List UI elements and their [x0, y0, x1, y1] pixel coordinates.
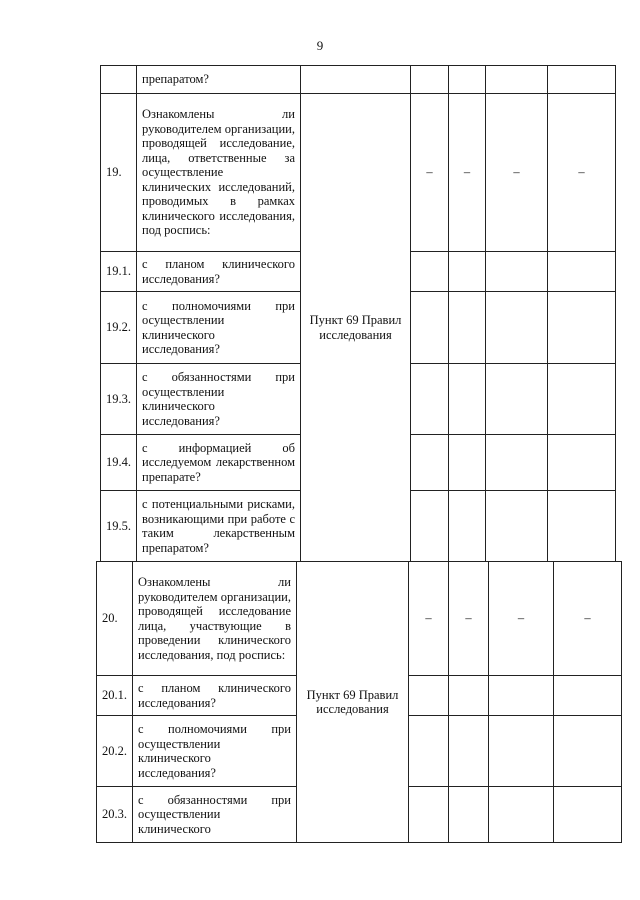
item-number: 19.5. [101, 491, 137, 562]
answer-not-applicable [486, 364, 548, 435]
question-cell: препаратом? [137, 66, 301, 94]
answer-note [548, 252, 616, 292]
answer-no [449, 787, 489, 843]
answer-note: – [554, 562, 622, 676]
item-number: 19. [101, 94, 137, 252]
answer-note [548, 435, 616, 491]
question-text: с потенциальными рисками, возникающими при работе с таким лекарственным препаратом? [137, 491, 301, 562]
table-row [97, 562, 622, 676]
answer-no: – [449, 94, 486, 252]
page-number: 9 [316, 38, 324, 53]
legal-reference: Пункт 69 Правил исследования [297, 562, 409, 843]
answer-no [449, 491, 486, 562]
question-text: Ознакомлены ли руководителем организации, проводящей исследование, лица, ответственные за осуществление клинических исследований, проводимых в рамках клинического исследования, под роспись: [137, 94, 301, 252]
answer-not-applicable [489, 716, 554, 787]
answer-yes [409, 716, 449, 787]
item-number: 20.2. [97, 716, 133, 787]
answer-yes [411, 491, 449, 562]
answer-not-applicable: – [486, 94, 548, 252]
table-row [101, 94, 616, 252]
answer-no [449, 716, 489, 787]
question-text: с информацией об исследуемом лекарственном препарате? [137, 435, 301, 491]
answer-yes [409, 676, 449, 716]
answer-not-applicable: – [489, 562, 554, 676]
answer-cell [449, 66, 486, 94]
item-number: 20. [97, 562, 133, 676]
answer-yes: – [411, 94, 449, 252]
answer-note [554, 716, 622, 787]
answer-note [554, 676, 622, 716]
question-text: Ознакомлены ли руководителем организации, проводящей исследование лица, участвующие в проведении клинического исследования, под роспись: [133, 562, 297, 676]
item-number: 19.2. [101, 292, 137, 364]
item-number-cell [101, 66, 137, 94]
answer-note [548, 364, 616, 435]
answer-no [449, 676, 489, 716]
question-text: с обязанностями при осуществлении клинического [133, 787, 297, 843]
question-text: с полномочиями при осуществлении клинического исследования? [137, 292, 301, 364]
answer-not-applicable [486, 491, 548, 562]
answer-no [449, 292, 486, 364]
answer-note: – [548, 94, 616, 252]
answer-no [449, 435, 486, 491]
answer-no [449, 252, 486, 292]
answer-yes [409, 787, 449, 843]
table-row [101, 66, 616, 94]
answer-yes [411, 364, 449, 435]
answer-not-applicable [486, 292, 548, 364]
answer-note [554, 787, 622, 843]
answer-note [548, 491, 616, 562]
question-text: с планом клинического исследования? [133, 676, 297, 716]
answer-cell [486, 66, 548, 94]
answer-yes [411, 292, 449, 364]
answer-yes: – [409, 562, 449, 676]
item-number: 20.3. [97, 787, 133, 843]
answer-no: – [449, 562, 489, 676]
checklist-table-20 [96, 561, 622, 843]
norm-cell [301, 66, 411, 94]
answer-yes [411, 435, 449, 491]
answer-cell [411, 66, 449, 94]
item-number: 19.4. [101, 435, 137, 491]
answer-not-applicable [486, 252, 548, 292]
answer-yes [411, 252, 449, 292]
checklist-table-19 [100, 65, 616, 562]
item-number: 19.1. [101, 252, 137, 292]
answer-note [548, 292, 616, 364]
answer-not-applicable [486, 435, 548, 491]
answer-not-applicable [489, 787, 554, 843]
question-text: с полномочиями при осуществлении клинического исследования? [133, 716, 297, 787]
question-text: с планом клинического исследования? [137, 252, 301, 292]
legal-reference: Пункт 69 Правил исследования [301, 94, 411, 562]
answer-cell [548, 66, 616, 94]
item-number: 19.3. [101, 364, 137, 435]
answer-not-applicable [489, 676, 554, 716]
answer-no [449, 364, 486, 435]
question-text: с обязанностями при осуществлении клинического исследования? [137, 364, 301, 435]
item-number: 20.1. [97, 676, 133, 716]
